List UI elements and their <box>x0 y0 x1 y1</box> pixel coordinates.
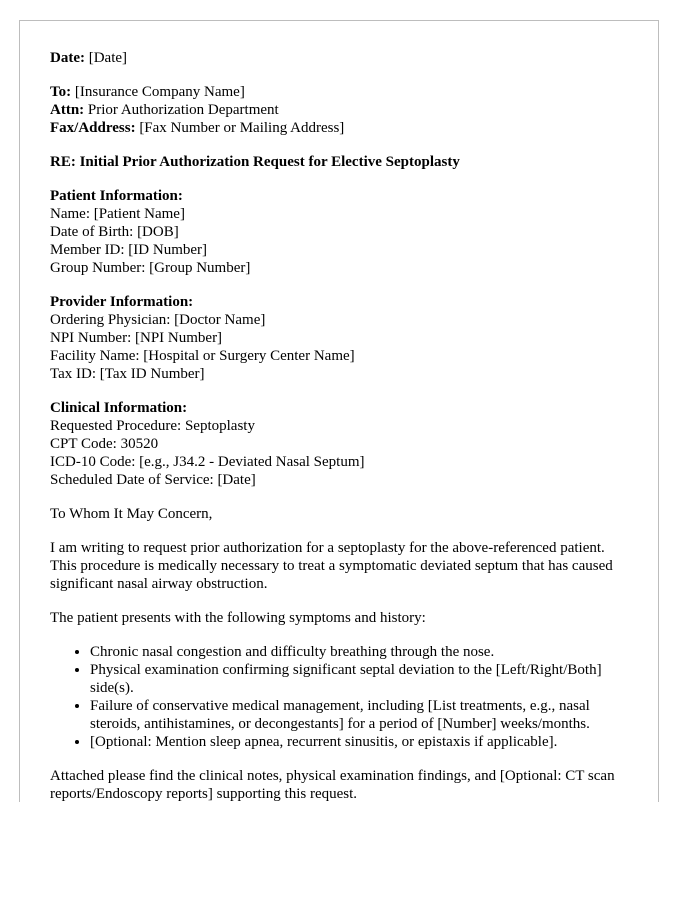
salutation: To Whom It May Concern, <box>50 506 213 522</box>
clinical-procedure-line: Requested Procedure: Septoplasty <box>50 418 255 434</box>
provider-info-section <box>50 293 628 383</box>
list-item: • Chronic nasal congestion and difficulty breathing through the nose. <box>90 643 628 661</box>
fax-label: Fax/Address: <box>50 120 136 136</box>
clinical-info-heading: Clinical Information: <box>50 400 188 416</box>
date-value: [Date] <box>88 50 128 66</box>
patient-info-heading: Patient Information: <box>50 188 183 204</box>
letter-page <box>19 20 659 802</box>
to-label: To: <box>50 84 72 100</box>
clinical-service-date-line: Scheduled Date of Service: [Date] <box>50 472 256 488</box>
patient-member-id-line: Member ID: [ID Number] <box>50 242 208 258</box>
clinical-cpt-line: CPT Code: 30520 <box>50 436 159 452</box>
clinical-info-section <box>50 399 628 489</box>
patient-name-line: Name: [Patient Name] <box>50 206 185 222</box>
intro-paragraph: I am writing to request prior authorization for a septoplasty for the above-referenced patient. This procedure is medically necessary to treat a symptomatic deviated septum that has caused significant nasal airway obstruction. <box>50 540 613 592</box>
subject-text: RE: Initial Prior Authorization Request for Elective Septoplasty <box>50 154 460 170</box>
attachments-paragraph: Attached please find the clinical notes, physical examination findings, and [Optional: CT scan reports/Endoscopy reports] supporting this request. <box>50 768 615 802</box>
recipient-block <box>50 83 628 137</box>
fax-line <box>50 119 628 137</box>
list-item: • Physical examination confirming significant septal deviation to the [Left/Right/Both] side(s). <box>90 661 628 697</box>
symptoms-intro: The patient presents with the following symptoms and history: <box>50 610 426 626</box>
patient-info-section <box>50 187 628 277</box>
provider-info-heading: Provider Information: <box>50 294 194 310</box>
list-item: • Failure of conservative medical management, including [List treatments, e.g., nasal steroids, antihistamines, or decongestants] for a period of [Number] weeks/months. <box>90 697 628 733</box>
symptoms-list <box>50 643 628 751</box>
provider-facility-line: Facility Name: [Hospital or Surgery Center Name] <box>50 348 355 364</box>
attn-value: Prior Authorization Department <box>87 102 279 118</box>
date-line <box>50 49 628 67</box>
list-item: • [Optional: Mention sleep apnea, recurrent sinusitis, or epistaxis if applicable]. <box>90 733 628 751</box>
date-label: Date: <box>50 50 85 66</box>
attn-label: Attn: <box>50 102 85 118</box>
provider-npi-line: NPI Number: [NPI Number] <box>50 330 223 346</box>
provider-physician-line: Ordering Physician: [Doctor Name] <box>50 312 266 328</box>
subject-line <box>50 153 628 171</box>
fax-value: [Fax Number or Mailing Address] <box>139 120 345 136</box>
attn-line <box>50 101 628 119</box>
to-value: [Insurance Company Name] <box>74 84 245 100</box>
to-line <box>50 83 628 101</box>
patient-group-number-line: Group Number: [Group Number] <box>50 260 251 276</box>
clinical-icd10-line: ICD-10 Code: [e.g., J34.2 - Deviated Nasal Septum] <box>50 454 365 470</box>
patient-dob-line: Date of Birth: [DOB] <box>50 224 179 240</box>
provider-tax-id-line: Tax ID: [Tax ID Number] <box>50 366 205 382</box>
